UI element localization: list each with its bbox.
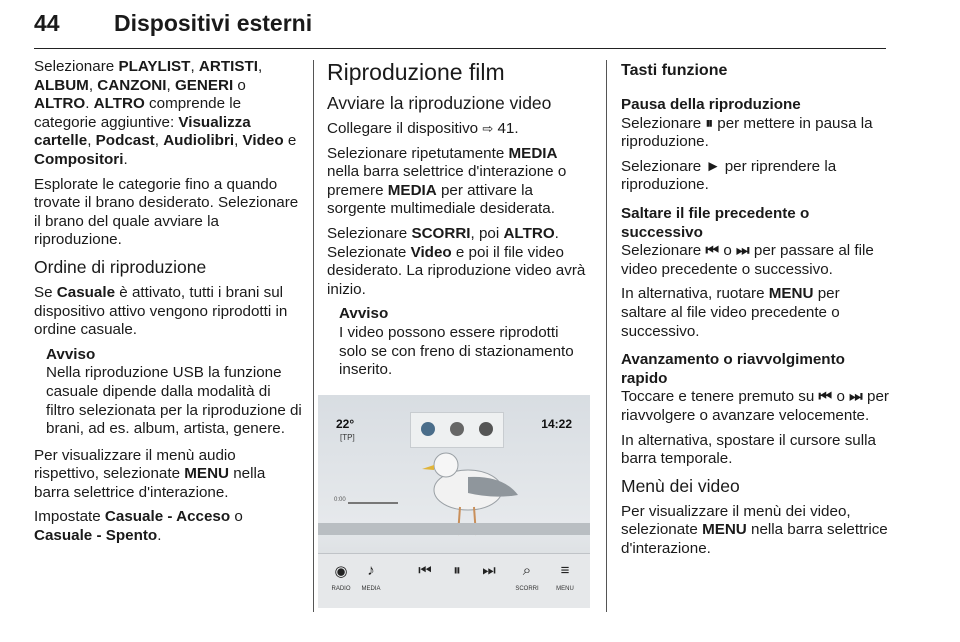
previous-icon: ⏮ — [818, 388, 833, 406]
paragraph-video-menu: Per visualizzare il menù dei video, selezionate MENU nella barra selettrice d'interazione. — [621, 502, 888, 557]
paragraph-time-bar: In alternativa, spostare il cursore sulla barra temporale. — [621, 431, 876, 468]
heading-fast-forward: Avanzamento o riavvolgimento rapido — [621, 351, 845, 387]
column-2 — [327, 58, 589, 388]
scroll-label: SCORRI — [515, 586, 539, 592]
radio-label: RADIO — [331, 586, 351, 592]
globe-icon[interactable] — [479, 422, 493, 436]
radio-icon[interactable]: ◉ — [334, 563, 348, 580]
media-label: MEDIA — [361, 586, 381, 592]
paragraph-skip: Selezionare ⏮ o ⏭ per passare al file video precedente o successivo. — [621, 242, 874, 278]
heading-movie-playback: Riproduzione film — [327, 59, 505, 85]
column-divider-1 — [313, 60, 314, 612]
infotainment-screen-image — [318, 395, 590, 608]
time-slider[interactable] — [348, 502, 398, 504]
next-icon: ⏭ — [849, 388, 863, 406]
heading-function-keys: Tasti funzione — [621, 62, 728, 79]
note-title: Avviso — [46, 345, 96, 363]
note-text: I video possono essere riprodotti solo se con freno di stazionamento inserito. — [339, 323, 574, 379]
temperature: 22° — [336, 417, 355, 431]
heading-skip: Saltare il file precedente o successivo — [621, 204, 810, 241]
paragraph-media-select: Selezionare ripetutamente MEDIA nella barra selettrice d'interazione o premere MEDIA per attivare la sorgente multimediale desiderata. — [327, 144, 567, 218]
paragraph-explore: Esplorate le categorie fino a quando trovate il brano desiderato. Selezionare il brano del quale avviare la riproduzione. — [34, 175, 299, 249]
paragraph-categories: Selezionare PLAYLIST, ARTISTI, ALBUM, CANZONI, GENERI o ALTRO. ALTRO comprende le categorie aggiuntive: Visualizza cartelle, Podcast, Audiolibri, Video e Compositori. — [34, 58, 297, 168]
heading-play-order: Ordine di riproduzione — [34, 256, 207, 277]
interaction-selector-bar — [318, 553, 590, 608]
header-rule — [34, 48, 886, 49]
menu-icon[interactable]: ≡ — [560, 562, 570, 579]
paragraph-resume: Selezionare ► per riprendere la riproduzione. — [621, 157, 837, 194]
heading-video-menu: Menù dei video — [621, 475, 740, 496]
previous-icon: ⏮ — [705, 242, 720, 260]
note-usb — [46, 346, 302, 439]
note-title: Avviso — [339, 305, 389, 323]
page-title: Dispositivi esterni — [114, 10, 313, 36]
pause-icon[interactable]: ⏸ — [453, 562, 461, 579]
heading-pause: Pausa della riproduzione — [621, 96, 801, 113]
music-note-icon[interactable] — [421, 422, 435, 436]
play-icon: ► — [705, 157, 721, 175]
paragraph-shuffle-setting: Impostate Casuale - Acceso o Casuale - Spento. — [34, 508, 243, 545]
previous-icon[interactable]: ⏮ — [418, 562, 432, 579]
clock: 14:22 — [541, 417, 572, 431]
pause-icon: ⏸ — [705, 114, 714, 132]
pier — [318, 523, 590, 535]
column-1 — [34, 58, 302, 552]
menu-label: MENU — [556, 586, 574, 592]
heading-start-video: Avviare la riproduzione video — [327, 93, 552, 113]
page-header — [34, 4, 886, 44]
column-divider-2 — [606, 60, 607, 612]
column-3 — [621, 58, 889, 564]
time-position: 0:00 — [334, 497, 346, 503]
page-number: 44 — [34, 10, 60, 36]
media-icon[interactable]: ♪ — [367, 562, 375, 579]
note-text: Nella riproduzione USB la funzione casuale dipende dalla modalità di filtro selezionata per la riproduzione di brani, ad es. album, artista, genere. — [46, 364, 302, 438]
page-ref-icon: ⇨ — [482, 121, 494, 136]
paragraph-audio-menu: Per visualizzare il menù audio rispettivo, selezionate MENU nella barra selettrice d'interazione. — [34, 446, 266, 501]
next-icon: ⏭ — [736, 242, 750, 260]
paragraph-rotate-menu: In alternativa, ruotare MENU per saltare al file video precedente o successivo. — [621, 285, 840, 340]
paragraph-shuffle: Se Casuale è attivato, tutti i brani sul dispositivo attivo vengono riprodotti in ordine casuale. — [34, 283, 288, 339]
paragraph-connect: Collegare il dispositivo ⇨ 41. — [327, 120, 519, 137]
paragraph-pause: Selezionare ⏸ per mettere in pausa la riproduzione. — [621, 114, 873, 151]
traffic-program-label: [TP] — [340, 433, 355, 442]
note-video — [339, 305, 589, 379]
top-shortcut-bar[interactable] — [410, 412, 504, 448]
paragraph-fast-forward: Toccare e tenere premuto su ⏮ o ⏭ per riavvolgere o avanzare velocemente. — [621, 388, 889, 424]
phone-icon[interactable] — [450, 422, 464, 436]
search-icon[interactable]: ⌕ — [522, 562, 532, 579]
paragraph-video-select: Selezionare SCORRI, poi ALTRO. Selezionate Video e poi il file video desiderato. La riproduzione video avrà inizio. — [327, 224, 586, 298]
next-icon[interactable]: ⏭ — [482, 562, 496, 579]
